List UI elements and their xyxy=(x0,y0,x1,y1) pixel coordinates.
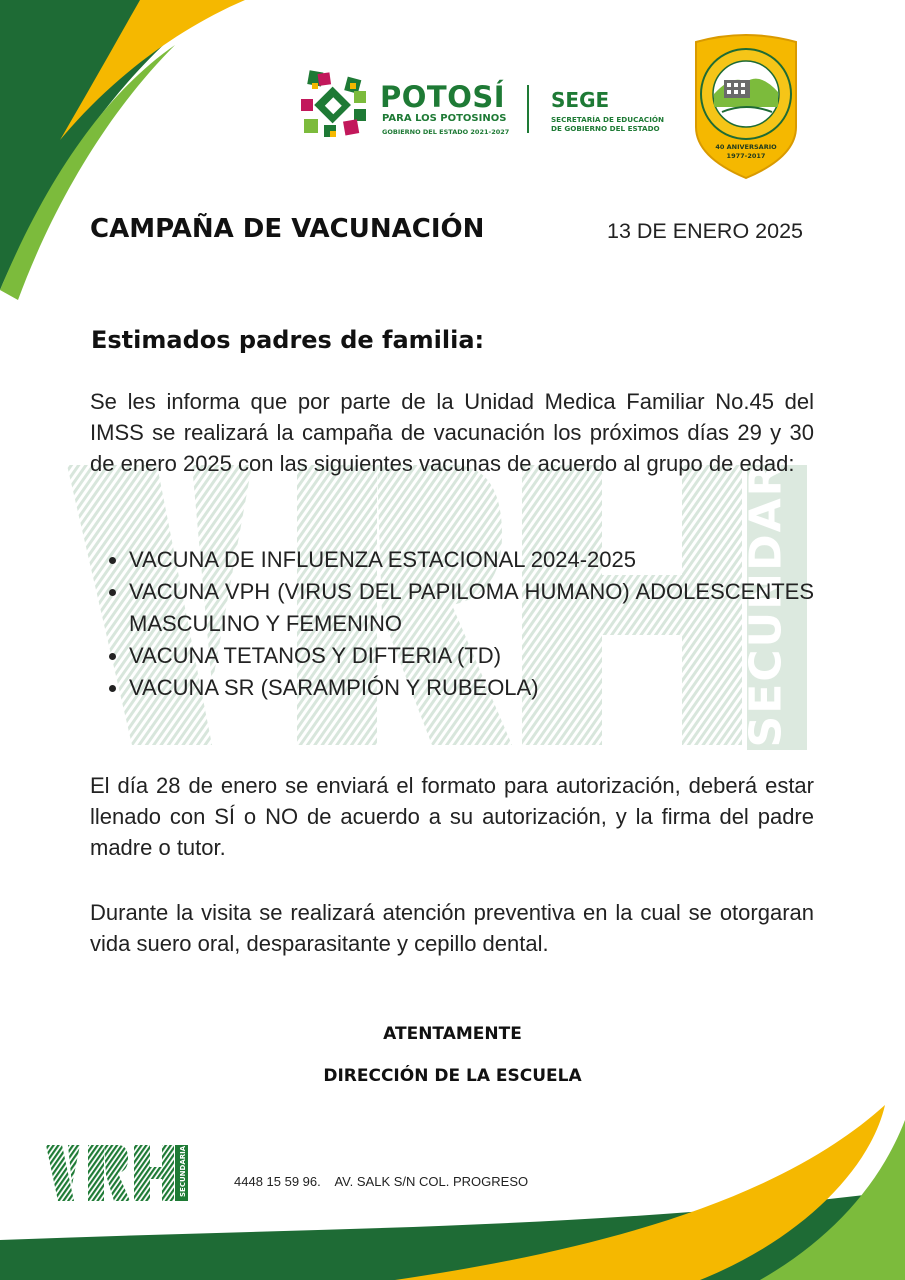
watermark-secundaria: SECUNDARIA xyxy=(740,406,792,748)
footer-logo-word: SECUNDARIA xyxy=(179,1145,187,1197)
school-seal-icon xyxy=(692,32,800,180)
potosi-emblem-icon xyxy=(296,67,372,143)
list-item: • VACUNA VPH (VIRUS DEL PAPILOMA HUMANO) ADOLESCENTES MASCULINO Y FEMENINO xyxy=(129,576,814,640)
authorization-paragraph: El día 28 de enero se enviará el formato para autorización, deberá estar llenado con SÍ o NO de acuerdo a su autorización, y la firma del padre madre o tutor. xyxy=(90,773,814,860)
potosi-logo-tagline: PARA LOS POTOSINOS xyxy=(382,113,507,124)
vrh-footer-logo-icon xyxy=(44,1143,190,1203)
list-item: • VACUNA TETANOS Y DIFTERIA (TD) xyxy=(129,640,814,672)
list-item: • VACUNA SR (SARAMPIÓN Y RUBEOLA) xyxy=(129,672,814,704)
logo-divider xyxy=(527,85,529,133)
vaccine-list xyxy=(90,544,814,704)
preventive-care-paragraph: Durante la visita se realizará atención preventiva en la cual se otorgaran vida suero oral, desparasitante y cepillo dental. xyxy=(90,900,814,956)
closing-text: ATENTAMENTE xyxy=(383,1024,522,1044)
greeting: Estimados padres de familia: xyxy=(91,326,485,354)
potosi-logo-word: POTOSÍ xyxy=(380,80,506,114)
sege-logo-subtitle: SECRETARÍA DE EDUCACIÓN DE GOBIERNO DEL ESTADO xyxy=(551,115,664,133)
signature-text: DIRECCIÓN DE LA ESCUELA xyxy=(323,1066,582,1086)
list-item: • VACUNA DE INFLUENZA ESTACIONAL 2024-2025 xyxy=(129,544,814,576)
potosi-logo-government: GOBIERNO DEL ESTADO 2021-2027 xyxy=(382,128,510,136)
seal-years-text: 1977-2017 xyxy=(726,152,766,160)
seal-anniversary-text: 40 ANIVERSARIO xyxy=(715,143,777,151)
sege-logo-word: SEGE xyxy=(551,88,610,112)
footer-contact: 4448 15 59 96. AV. SALK S/N COL. PROGRESO xyxy=(234,1174,529,1189)
document-date: 13 DE ENERO 2025 xyxy=(607,219,803,243)
page-title: CAMPAÑA DE VACUNACIÓN xyxy=(90,214,485,244)
intro-paragraph: Se les informa que por parte de la Unidad Medica Familiar No.45 del IMSS se realizará la campaña de vacunación los próximos días 29 y 30 de enero 2025 con las siguientes vacunas de acuerdo al grupo de edad: xyxy=(90,389,814,476)
